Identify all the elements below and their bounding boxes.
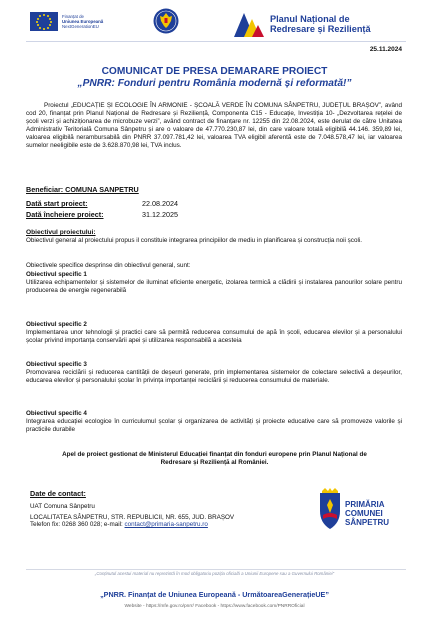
contact-phone: Telefon fix: 0268 360 028; e-mail:	[30, 521, 125, 528]
contact-heading: Date de contact:	[30, 489, 86, 498]
specific-objective-1-heading: Obiectivul specific 1	[26, 271, 87, 278]
specific-objective-4-text: Integrarea educației ecologice în curriculumul școlar și organizarea de activități și proiecte educative care să promoveze valorile și practicile durabile	[26, 418, 402, 433]
specific-objective-3-text: Promovarea reciclării și reducerea cantității de deșeuri generate, prin implementarea sistemelor de colectare selectivă a deșeurilor, educarea elevilor și personalului școlar în privința importanței reciclării și reducerea consumului de materiale.	[26, 369, 402, 384]
intro-paragraph: Proiectul „EDUCAȚIE ȘI ECOLOGIE ÎN ARMONIE - ȘCOALĂ VERDE ÎN COMUNA SÂNPETRU, JUDEȚUL BRAȘOV”, având cod 20, finanțat prin Planul Național de Redresare și Reziliență, Componenta C15 - Educație, Investiția 10- „Dezvoltarea rețelei de școli verzi și achiziționarea de microbuze verzi”, având contract de finanțare nr. 12255 din 22.08.2024, este derulat de către Unitatea Administrativ Teritorială Comuna Sânpetru și are o valoare de 47.770.230,87 lei, din care valoare totală eligibilă 44.146. 359,89 lei, valoarea eligibilă nerambursabilă din PNRR 37.097.781,42 lei, valoarea TVA eligibil aferentă este de 7.048.578,47 lei, iar valoarea sumelor neeligibile este de 3.628.870,98 lei, TVA inclus.	[26, 102, 402, 149]
contact-organization: UAT Comuna Sânpetru	[30, 503, 95, 510]
page-title: COMUNICAT DE PRESA DEMARARE PROIECT	[101, 66, 328, 77]
romanian-government-crest-icon	[153, 8, 179, 34]
primaria-line2: COMUNEI	[345, 509, 383, 519]
end-date-row	[26, 210, 178, 219]
closing-statement: Apel de proiect gestionat de Ministerul Educației finanțat din fonduri europene prin Planul Național de Redresare și Reziliență al României.	[62, 451, 367, 466]
eu-logo-line1: Finanțat de	[62, 13, 84, 19]
pnrr-logo-line2: Redresare și Reziliență	[270, 24, 371, 34]
start-date-label: Dată start proiect:	[26, 199, 88, 208]
release-date: 25.11.2024	[369, 46, 402, 53]
page-subtitle: „PNRR: Fonduri pentru România modernă și reformată!”	[77, 78, 352, 89]
end-date-value: 31.12.2025	[142, 210, 178, 219]
specific-objectives-intro: Obiectivele specifice desprinse din obiectivul general, sunt:	[26, 262, 191, 269]
eu-flag-icon	[30, 12, 58, 31]
specific-objective-2-heading: Obiectivul specific 2	[26, 321, 87, 328]
start-date-row	[26, 199, 178, 208]
eu-logo-line2: Uniunea Europeană	[62, 18, 104, 24]
footer-slogan: „PNRR. Finanțat de Uniunea Europeană - UrmătoareaGenerațieUE”	[100, 590, 329, 599]
eu-funding-logo	[30, 12, 103, 31]
specific-objective-2-text: Implementarea unor tehnologii și practici care să permită reducerea consumului de apă în școli, educarea elevilor și a personalului școlar privind importanța conservării apei și utilizarea responsabilă a acesteia	[26, 329, 402, 344]
beneficiary-label: Beneficiar: COMUNA SANPETRU	[26, 185, 139, 194]
pnrr-logo-line1: Planul Național de	[270, 13, 350, 24]
footer-links[interactable]: Website - https://mfe.gov.ro/pnrr/ Facebook - https://www.facebook.com/PNRROficial	[124, 604, 305, 609]
pnrr-mark-icon	[232, 9, 266, 39]
objective-text: Obiectivul general al proiectului propus il constituie integrarea principiilor de mediu in planificarea și construcția noii școli.	[26, 237, 363, 244]
footer-disclaimer: „Conținutul acestui material nu reprezintă în mod obligatoriu poziția oficială a Uniunii Europene sau a Guvernului României”	[94, 571, 335, 576]
start-date-value: 22.08.2024	[142, 199, 178, 208]
specific-objective-4-heading: Obiectivul specific 4	[26, 410, 87, 417]
contact-email-link[interactable]: contact@primaria-sanpetru.ro	[124, 521, 208, 528]
pnrr-logo	[232, 9, 371, 39]
primaria-line3: SÂNPETRU	[345, 518, 390, 528]
contact-phone-email	[30, 521, 208, 529]
objective-heading: Obiectivul proiectului:	[26, 229, 96, 236]
footer-divider	[26, 569, 406, 570]
specific-objective-1-text: Utilizarea echipamentelor și sistemelor de iluminat eficiente energetic, izolarea termică a clădirii și instalarea panourilor solare pentru producerea de energie regenerabilă	[26, 279, 402, 294]
primaria-line1: PRIMĂRIA	[345, 500, 385, 509]
end-date-label: Dată încheiere proiect:	[26, 210, 104, 219]
header-divider	[26, 41, 406, 42]
contact-address: LOCALITATEA SÂNPETRU, STR. REPUBLICII, NR. 655, JUD. BRAȘOV	[30, 514, 235, 521]
specific-objective-3-heading: Obiectivul specific 3	[26, 361, 87, 368]
eu-logo-line3: NextGenerationEU	[62, 24, 99, 30]
